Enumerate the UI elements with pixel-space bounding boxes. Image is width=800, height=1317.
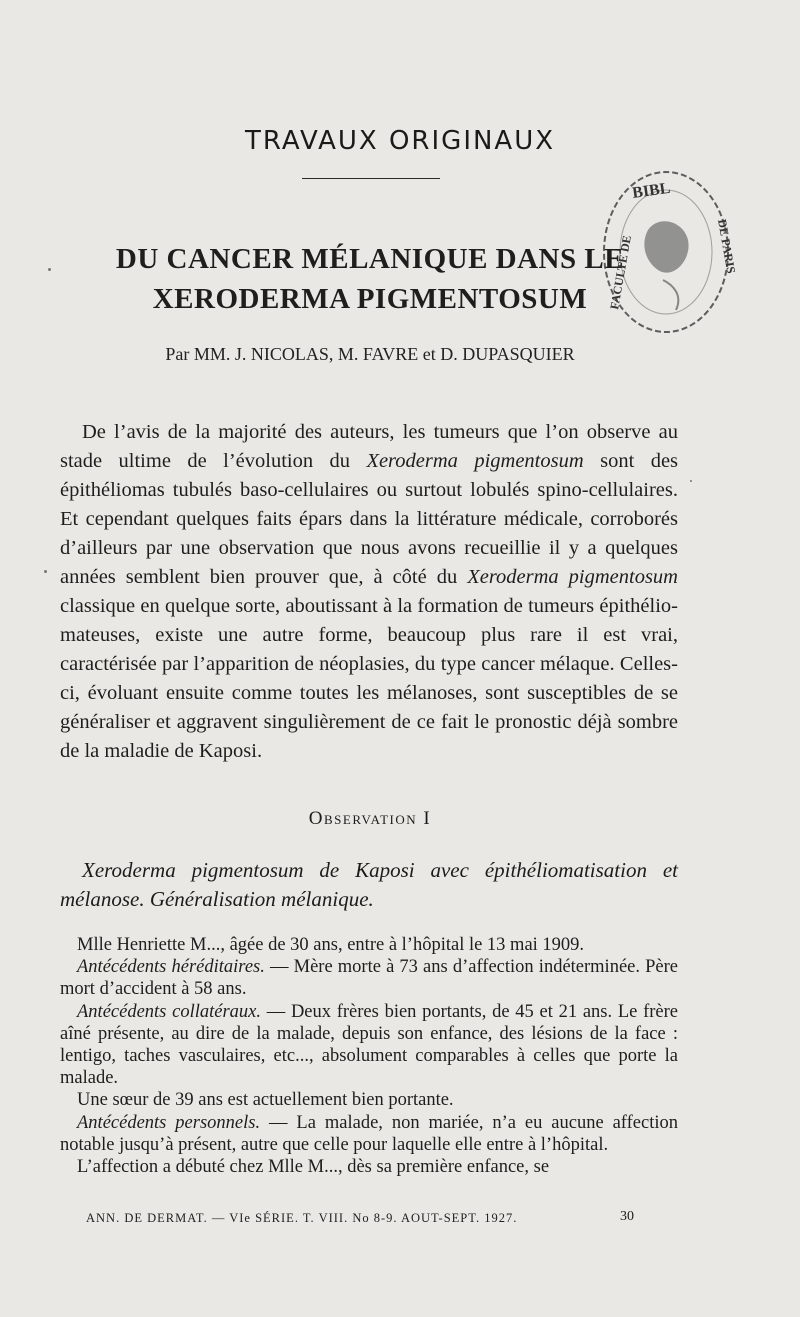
footer-citation: ANN. DE DERMAT. — VIe SÉRIE. T. VIII. No 8-9. AOUT-SEPT. 1927. (86, 1211, 518, 1225)
case-paragraph-2 (60, 956, 678, 1000)
observation-heading-text: Observation I (308, 808, 432, 829)
observation-heading (0, 808, 740, 830)
article-title-line1: DU CANCER MÉLANIQUE DANS LE (115, 243, 625, 275)
stamp-text-left: FACULTÉ DE (607, 234, 634, 311)
observation-subtitle (60, 856, 678, 914)
observation-subtitle-text: Xeroderma pigmentosum de Kaposi avec épithéliomatisation et mélanose. Généralisation mélanique. (60, 858, 678, 911)
page-number: 30 (620, 1209, 634, 1224)
intro-italic-2: Xeroderma pigmentosum (467, 566, 678, 588)
case-report (60, 934, 678, 1178)
paper-speck (44, 570, 47, 573)
case-paragraph-4: Une sœur de 39 ans est actuellement bien portante. (77, 1090, 454, 1111)
case-paragraph-5 (60, 1112, 678, 1156)
authors-line: Par MM. J. NICOLAS, M. FAVRE et D. DUPASQUIER (165, 344, 575, 364)
paper-speck (690, 480, 692, 482)
intro-text-b: sont des épithéliomas tubulés baso-cellulaires ou surtout lobulés spino-cellulaires. Et cependant quelques faits épars dans la littérature médicale, corroborés d’ailleurs par une observation que nous avons recueillie il y a quelques années semblent bien prouver que, à côté du (60, 450, 679, 588)
library-stamp (588, 160, 738, 350)
intro-text-a: De l’avis de la majorité des auteurs, les tumeurs que l’on observe au stade ultime de l’évolution du (60, 421, 678, 472)
case-paragraph-3 (60, 1001, 678, 1090)
intro-text-c: classique en quelque sorte, aboutissant à la formation de tumeurs épithéliomateuses, existe une autre forme, beaucoup plus rare il est vrai, caractérisée par l’apparition de néoplasies, du type cancer mélaque. Celles-ci, évoluant ensuite comme toutes les mélanoses, sont susceptibles de se généraliser et aggravent singulièrement de ce fait le pronostic déjà sombre de la maladie de Kaposi. (60, 595, 678, 762)
case-paragraph-1: Mlle Henriette M..., âgée de 30 ans, entre à l’hôpital le 13 mai 1909. (77, 935, 585, 955)
case-text-hereditary: — Mère morte à 73 ans d’affection indéterminée. Père mort d’accident à 58 ans. (60, 957, 678, 1000)
case-label-collateral: Antécédents collatéraux. (77, 1001, 261, 1022)
title-rule (302, 178, 440, 179)
stamp-text-right: DE PARIS (715, 218, 738, 275)
case-paragraph-6: L’affection a débuté chez Mlle M..., dès sa première enfance, se (77, 1157, 550, 1178)
case-label-hereditary: Antécédents héréditaires. (77, 957, 265, 978)
article-title-line2: XERODERMA PIGMENTOSUM (152, 283, 588, 315)
case-text-collateral: — Deux frères bien portants, de 45 et 21 ans. Le frère aîné présente, au dire de la malade, depuis son enfance, des lésions de la face : lentigo, taches vasculaires, etc..., absolument comparables à celles que porte la malade. (60, 1001, 678, 1089)
stamp-text-top: BIBL (631, 179, 672, 202)
case-label-personal: Antécédents personnels. (77, 1112, 261, 1133)
paper-speck (48, 268, 51, 271)
section-header: TRAVAUX ORIGINAUX (244, 126, 556, 156)
case-text-personal: — La malade, non mariée, n’a eu aucune affection notable jusqu’à présent, autre que celle pour laquelle elle entre à l’hôpital. (60, 1112, 678, 1155)
intro-paragraph (60, 418, 678, 766)
intro-italic-1: Xeroderma pigmentosum (366, 450, 584, 472)
